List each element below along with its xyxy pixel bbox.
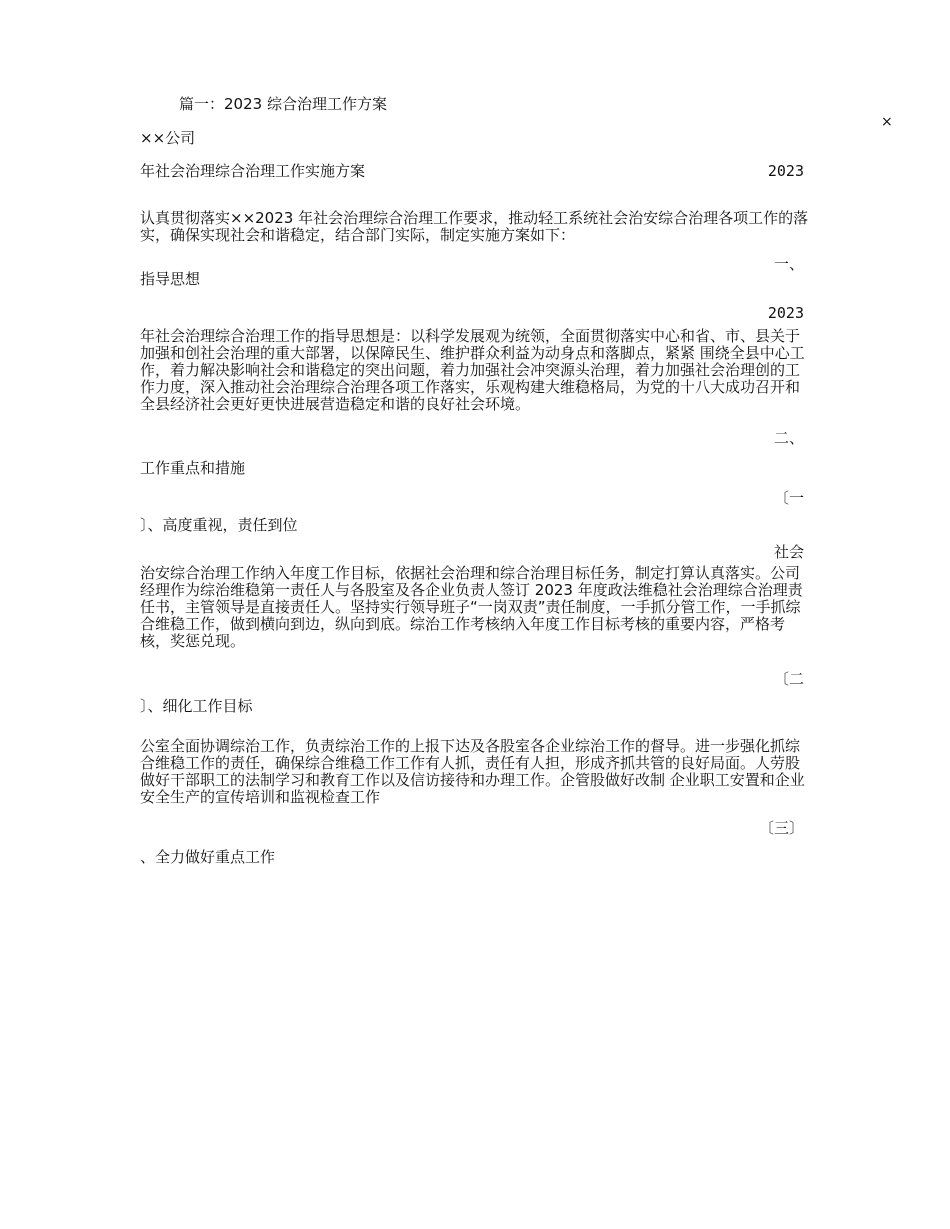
document-title: 篇一：2023 综合治理工作方案: [179, 95, 387, 113]
plan-title: 年社会治理综合治理工作实施方案: [140, 162, 366, 180]
subsection-3-number: 〔三〕: [758, 819, 804, 837]
company-name: ××公司: [140, 129, 196, 147]
subsection-1-title: 〕、高度重视，责任到位: [140, 516, 298, 534]
subsection-1-body: 治安综合治理工作纳入年度工作目标，依据社会治理和综合治理目标任务，制定打算认真落实。公司经理作为综治维稳第一责任人与各股室及各企业负责人签订 2023 年度政法维稳社会治理综合治理责任书，主管领导是直接责任人。坚持实行领导班子“一岗双责”责任制度，一手抓分管工作，一手抓综合维稳工作，做到横向到边，纵向到底。综治工作考核纳入年度工作目标考核的重要内容，严格考核，奖惩兑现。: [140, 564, 803, 650]
intro-paragraph: 认真贯彻落实××2023 年社会治理综合治理工作要求，推动轻工系统社会治安综合治理各项工作的落实，确保实现社会和谐稳定，结合部门实际，制定实施方案如下：: [140, 209, 809, 244]
subsection-2-title: 〕、细化工作目标: [140, 697, 253, 715]
section-1-title: 指导思想: [140, 270, 201, 288]
section-1-number: 一、: [773, 255, 804, 273]
section-2-title: 工作重点和措施: [140, 459, 246, 477]
plan-year: 2023: [767, 162, 804, 180]
subsection-3-title: 、全力做好重点工作: [140, 848, 276, 866]
subsection-2-number: 〔二: [773, 670, 804, 688]
section-2-number: 二、: [773, 429, 804, 447]
close-icon[interactable]: ×: [881, 114, 893, 130]
section-1-year: 2023: [767, 304, 804, 322]
subsection-1-lead: 社会: [773, 543, 804, 561]
subsection-1-number: 〔一: [773, 489, 804, 507]
section-1-body: 年社会治理综合治理工作的指导思想是：以科学发展观为统领，全面贯彻落实中心和省、市、县关于加强和创社会治理的重大部署，以保障民生、维护群众利益为动身点和落脚点，紧紧 围绕全县中心工作，着力解决影响社会和谐稳定的突出问题，着力加强社会冲突源头治理，着力加强社会治理创的工作力度，深入推动社会治理综合治理各项工作落实，乐观构建大维稳格局，为党的十八大成功召开和全县经济社会更好更快进展营造稳定和谐的良好社会环境。: [140, 327, 805, 413]
subsection-2-body: 公室全面协调综治工作，负责综治工作的上报下达及各股室各企业综治工作的督导。进一步强化抓综合维稳工作的责任，确保综合维稳工作工作有人抓，责任有人担，形成齐抓共管的良好局面。人劳股做好干部职工的法制学习和教育工作以及信访接待和办理工作。企管股做好改制 企业职工安置和企业安全生产的宣传培训和监视检查工作: [140, 737, 805, 806]
